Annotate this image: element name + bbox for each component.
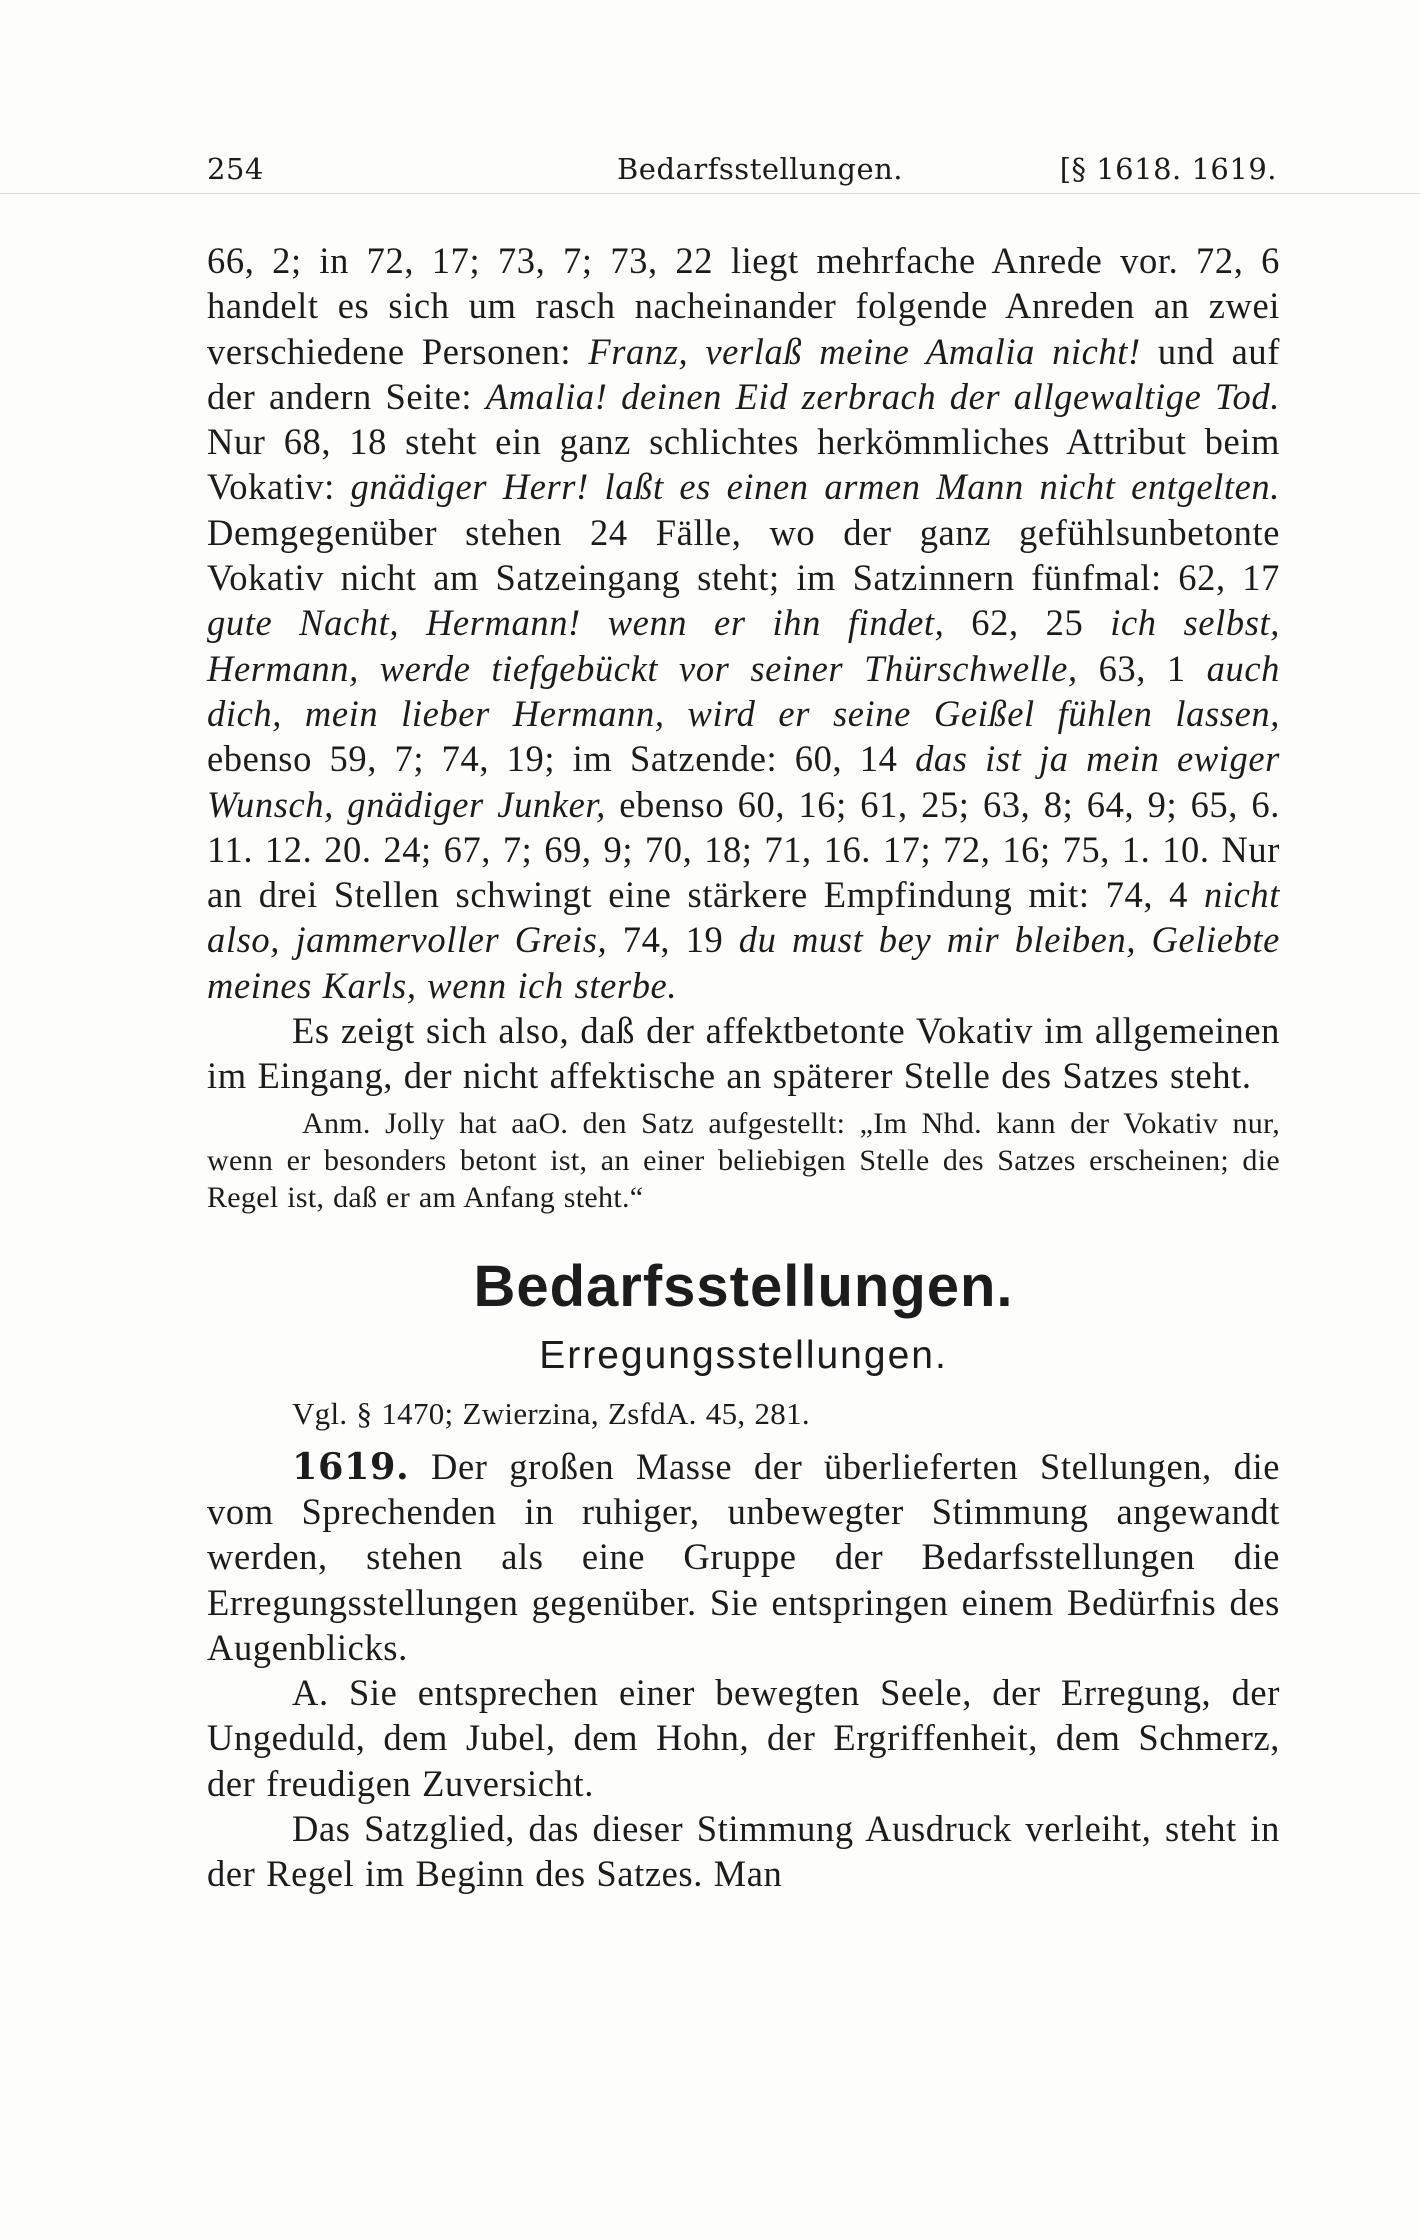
italic-quote: gute Nacht, Hermann! wenn er ihn findet,: [207, 602, 945, 644]
text-run: 74, 19: [607, 919, 739, 961]
body-text: [207, 238, 1280, 1897]
italic-quote: du must bey mir bleiben, Geliebte meines Karls, wenn ich sterbe.: [207, 919, 1280, 1006]
paragraph-conclusion: Es zeigt sich also, daß der affektbetonte Vokativ im allgemeinen im Eingang, der nicht affektische an späterer Stelle des Satzes steht.: [207, 1010, 1280, 1097]
paragraph-1619: [207, 1444, 1280, 1670]
text-run: 62, 25: [944, 602, 1111, 644]
running-title: Bedarfsstellungen.: [617, 152, 904, 186]
italic-quote: gnädiger Herr! laßt es einen armen Mann nicht entgelten.: [350, 466, 1280, 508]
italic-quote: das ist ja mein ewiger Wunsch, gnädiger Junker,: [207, 738, 1280, 825]
scan-edge-line: [0, 193, 1420, 194]
paragraph-a: A. Sie entsprechen einer bewegten Seele, der Erregung, der Ungeduld, dem Jubel, dem Hohn, der Ergriffenheit, dem Schmerz, der freudigen Zuversicht.: [207, 1672, 1280, 1804]
section-heading: Bedarfsstellungen.: [473, 1253, 1014, 1319]
paragraph-vokativ: [207, 238, 1280, 1008]
italic-quote: ich selbst, Hermann, werde tiefgebückt vor seiner Thürschwelle,: [207, 602, 1280, 689]
text-run: ebenso 60, 16; 61, 25; 63, 8; 64, 9; 65, 6. 11. 12. 20. 24; 67, 7; 69, 9; 70, 18; 71, 16. 17; 72, 16; 75, 1. 10. Nur an drei Stellen schwingt eine stärkere Empfindung mit: 74, 4: [207, 783, 1280, 916]
text-run: ebenso 59, 7; 74, 19; im Satzende: 60, 14: [207, 738, 916, 780]
reference-line: Vgl. § 1470; Zwierzina, ZsfdA. 45, 281.: [292, 1395, 810, 1431]
section-subheading: Erregungsstellungen.: [539, 1333, 948, 1377]
section-text: Der großen Masse der überlieferten Stellungen, die vom Sprechenden in ruhiger, unbewegter Stimmung angewandt werden, stehen als eine Gruppe der Bedarfsstellungen die Erregungsstellungen gegenüber. Sie entspringen einem Bedürfnis des Augenblicks.: [207, 1445, 1280, 1668]
annotation-note: Anm. Jolly hat aaO. den Satz aufgestellt: „Im Nhd. kann der Vokativ nur, wenn er besonders betont ist, an einer beliebigen Stelle des Satzes erscheinen; die Regel ist, daß er am Anfang steht.“: [207, 1106, 1280, 1214]
page-number: 254: [207, 152, 264, 186]
italic-quote: Amalia! deinen Eid zerbrach der allgewaltige Tod.: [485, 375, 1280, 417]
running-section: [§ 1618. 1619.: [1059, 152, 1277, 186]
paragraph-last: Das Satzglied, das dieser Stimmung Ausdruck verleiht, steht in der Regel im Beginn des Satzes. Man: [207, 1808, 1280, 1895]
text-run: 66, 2; in 72, 17; 73, 7; 73, 22 liegt mehrfache Anrede vor. 72, 6 handelt es sich um rasch nacheinander folgende Anreden an zwei verschiedene Personen:: [207, 240, 1280, 372]
italic-quote: Franz, verlaß meine Amalia nicht!: [588, 330, 1141, 372]
text-run: Nur 68, 18 steht ein ganz schlichtes herkömmliches Attribut beim Vokativ:: [207, 421, 1280, 508]
text-run: und auf der andern Seite:: [207, 330, 1280, 417]
italic-quote: nicht also, jammervoller Greis,: [207, 874, 1280, 961]
section-number: 1619.: [292, 1444, 410, 1488]
text-run: Demgegenüber stehen 24 Fälle, wo der ganz gefühlsunbetonte Vokativ nicht am Satzeingang steht; im Satzinnern fünfmal: 62, 17: [207, 511, 1280, 599]
text-run: 63, 1: [1077, 647, 1207, 689]
italic-quote: auch dich, mein lieber Hermann, wird er seine Geißel fühlen lassen,: [207, 647, 1280, 734]
